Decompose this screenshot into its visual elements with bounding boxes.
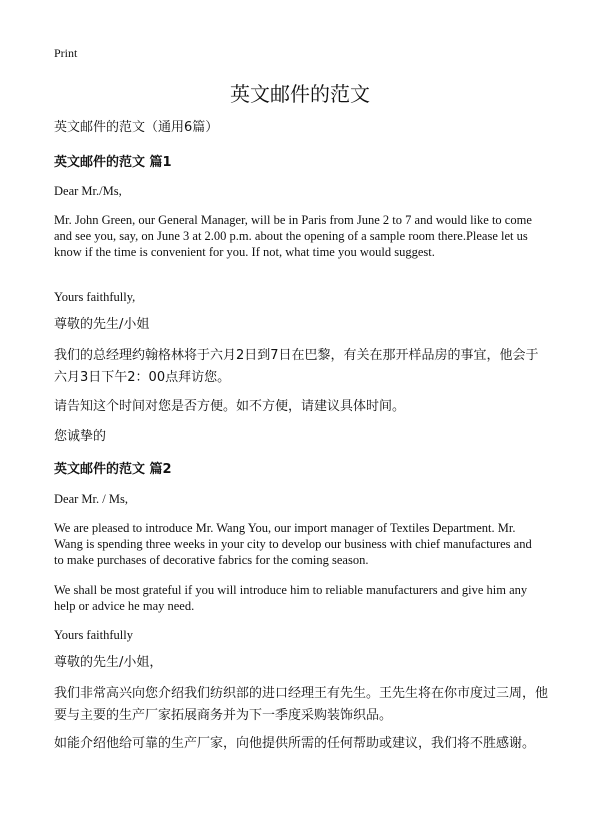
section-1-cn-salutation: 尊敬的先生/小姐 <box>54 317 150 332</box>
document-subtitle: 英文邮件的范文（通用6篇） <box>54 120 219 135</box>
page-title: 英文邮件的范文 <box>230 82 370 106</box>
section-1-heading: 英文邮件的范文 篇1 <box>54 155 172 170</box>
section-2-cn-body-1: 我们非常高兴向您介绍我们纺织部的进口经理王有先生。王先生将在你市度过三周，他要与主要的生产厂家拓展商务并为下一季度采购装饰织品。 <box>54 686 549 723</box>
section-1-closing: Yours faithfully, <box>54 290 136 304</box>
section-1-cn-body-1: 我们的总经理约翰格林将于六月2日到7日在巴黎，有关在那开样品房的事宜，他会于 六月3日下午2：00点拜访您。 <box>54 348 539 385</box>
section-2-cn-body-2: 如能介绍他给可靠的生产厂家，向他提供所需的任何帮助或建议，我们将不胜感谢。 <box>54 736 536 751</box>
section-2-heading: 英文邮件的范文 篇2 <box>54 462 172 477</box>
section-1-body: Mr. John Green, our General Manager, will be in Paris from June 2 to 7 and would like to come and see you, say, on June 3 at 2.00 p.m. about the opening of a sample room there.Please let us know if the time is convenient for you. If not, what time you would suggest. <box>54 213 532 259</box>
section-2-salutation: Dear Mr. / Ms, <box>54 492 128 506</box>
section-2-closing: Yours faithfully <box>54 628 133 642</box>
print-link[interactable]: Print <box>54 46 78 60</box>
section-2-body-1: We are pleased to introduce Mr. Wang You, our import manager of Textiles Department. Mr. Wang is spending three weeks in your city to develop our business with chief manufactures and to make purchases of decorative fabrics for the coming season. <box>54 521 532 567</box>
section-2-body-2: We shall be most grateful if you will introduce him to reliable manufacturers and give him any help or advice he may need. <box>54 583 528 613</box>
section-2-cn-salutation: 尊敬的先生/小姐， <box>54 655 163 670</box>
section-1-cn-closing: 您诚挚的 <box>54 429 107 444</box>
section-1-cn-body-2: 请告知这个时间对您是否方便。如不方便，请建议具体时间。 <box>54 399 406 414</box>
section-1-salutation: Dear Mr./Ms, <box>54 184 122 198</box>
